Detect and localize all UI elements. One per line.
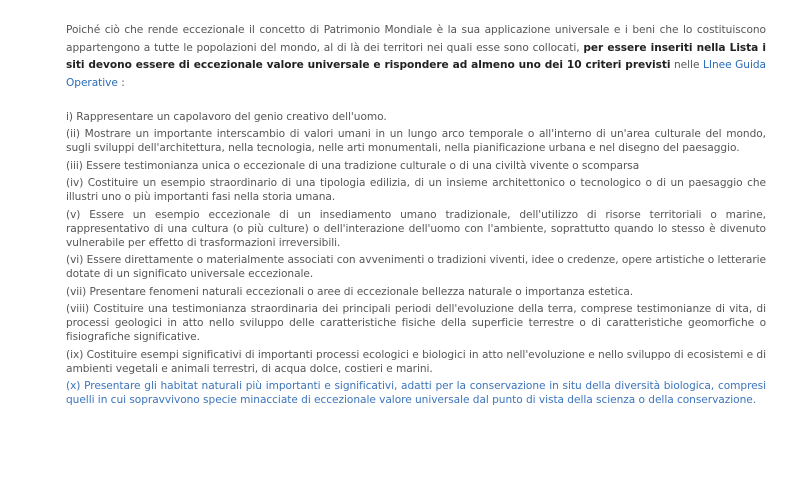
guidelines-link[interactable]: LInee Guida Operative [66, 59, 766, 89]
criterion-viii: (viii) Costituire una testimonianza straordinaria dei principali periodi dell'evoluzione della terra, comprese testimonianze di vita, di processi geologici in atto nello sviluppo delle caratteristiche fisiche della superficie terrestre o di caratteristiche geomorfiche o fisiografiche significative. [66, 303, 766, 343]
intro-text-middle: nelle [670, 59, 704, 71]
criterion-vii: (vii) Presentare fenomeni naturali eccezionali o aree di eccezionale bellezza naturale o importanza estetica. [66, 285, 634, 298]
criterion-vi: (vi) Essere direttamente o materialmente associati con avvenimenti o tradizioni viventi, idee o credenze, opere artistiche o letterarie dotate di un significato universale eccezionale. [66, 254, 766, 280]
criterion-v: (v) Essere un esempio eccezionale di un insediamento umano tradizionale, dell'utilizzo di risorse territoriali o marine, rappresentativo di una cultura (o più culture) o dell'interazione dell'uomo con l'ambiente, soprattutto quando lo stesso è divenuto vulnerabile per effetto di trasformazioni irreversibili. [66, 208, 766, 249]
intro-text-end: : [117, 76, 125, 89]
criterion-ii: (ii) Mostrare un importante interscambio di valori umani in un lungo arco temporale o all'interno di un'area culturale del mondo, sugli sviluppi dell'architettura, nella tecnologia, nelle arti monumentali, nella pianificazione urbana e nel disegno del paesaggio. [66, 128, 766, 154]
intro-paragraph [66, 22, 766, 92]
intro-text: Poiché ciò che rende eccezionale il concetto di Patrimonio Mondiale è la sua applicazione universale e i beni che lo costituiscono appartengono a tutte le popolazioni del mondo, al di là dei territori nei quali esse sono collocati, [66, 24, 766, 54]
criterion-x: (x) Presentare gli habitat naturali più importanti e significativi, adatti per la conservazione in situ della diversità biologica, compresi quelli in cui sopravvivono specie minacciate di eccezionale valore universale dal punto di vista della scienza o della conservazione. [66, 380, 766, 406]
criterion-ix: (ix) Costituire esempi significativi di importanti processi ecologici e biologici in atto nell'evoluzione e nello sviluppo di ecosistemi e di ambienti vegetali e animali terrestri, di acqua dolce, costieri e marini. [66, 348, 766, 375]
paragraph-spacer [66, 92, 766, 110]
criterion-i: i) Rappresentare un capolavoro del genio creativo dell'uomo. [66, 110, 387, 123]
article-body [66, 22, 766, 411]
criterion-iii: (iii) Essere testimonianza unica o eccezionale di una tradizione culturale o di una civiltà vivente o scomparsa [66, 159, 640, 172]
criterion-iv: (iv) Costituire un esempio straordinario di una tipologia edilizia, di un insieme architettonico o tecnologico o di un paesaggio che illustri uno o più importanti fasi nella storia umana. [66, 177, 766, 203]
criteria-list [66, 110, 766, 411]
intro-bold-text: per essere inseriti nella Lista i siti devono essere di eccezionale valore universale e rispondere ad almeno uno dei 10 criteri previsti [66, 41, 767, 71]
